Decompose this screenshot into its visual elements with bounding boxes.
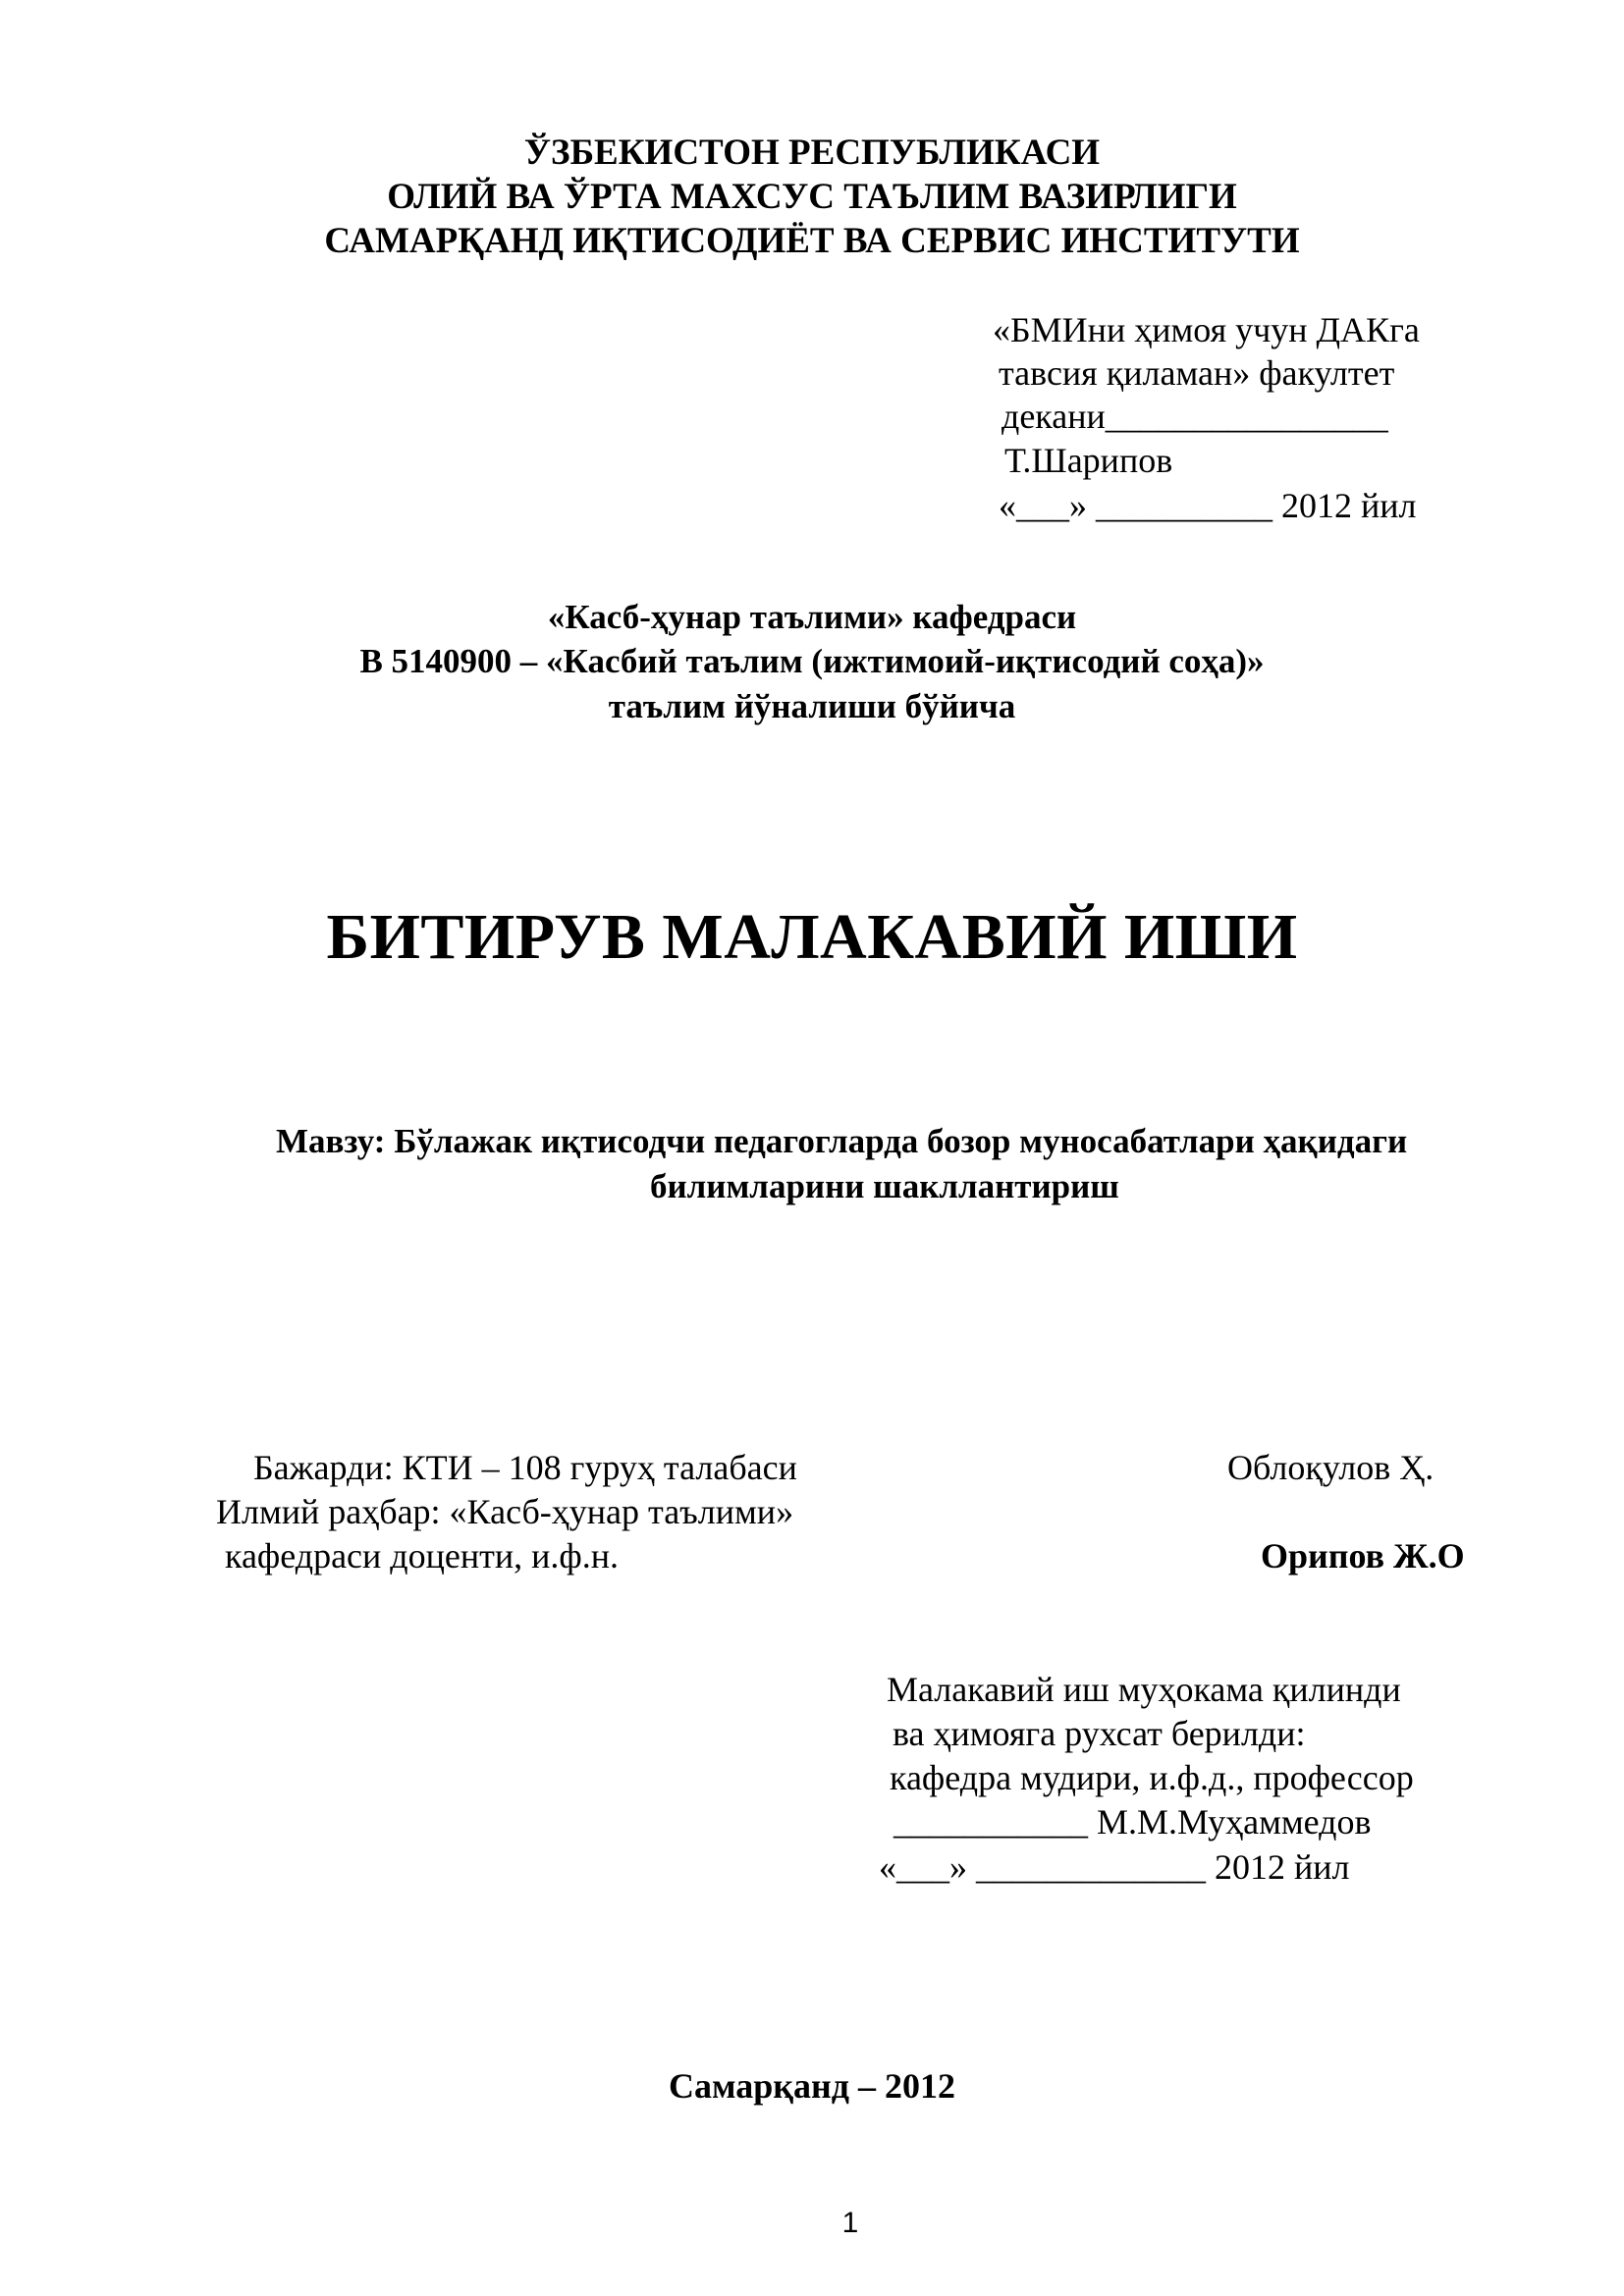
dean-approval-line-1: «БМИни ҳимоя учун ДАКга	[993, 310, 1420, 349]
ministry-header-line-1: ЎЗБЕКИСТОН РЕСПУБЛИКАСИ	[523, 133, 1101, 173]
city-year: Самарқанд – 2012	[669, 2066, 955, 2106]
performed-by-name: Облоқулов Ҳ.	[1227, 1448, 1435, 1487]
dean-approval-line-2: тавсия қиламан» факултет	[999, 353, 1395, 393]
ministry-header-line-3: САМАРҚАНД ИҚТИСОДИЁТ ВА СЕРВИС ИНСТИТУТИ	[324, 221, 1300, 261]
page-number: 1	[841, 2207, 859, 2239]
dean-approval-line-5: «___» __________ 2012 йил	[999, 486, 1417, 525]
ministry-header-line-2: ОЛИЙ ВА ЎРТА МАХСУС ТАЪЛИМ ВАЗИРЛИГИ	[387, 177, 1237, 217]
department-line-3: таълим йўналиши бўйича	[608, 687, 1016, 725]
defense-approval-line-1: Малакавий иш муҳокама қилинди	[887, 1670, 1401, 1709]
document-title: БИТИРУВ МАЛАКАВИЙ ИШИ	[326, 901, 1298, 973]
defense-approval-line-2: ва ҳимояга рухсат берилди:	[893, 1714, 1306, 1753]
performed-by-label: Бажарди: КТИ – 108 гуруҳ талабаси	[253, 1448, 797, 1487]
supervisor-label-line-2: кафедраси доценти, и.ф.н.	[225, 1536, 619, 1575]
supervisor-name: Орипов Ж.О	[1261, 1536, 1465, 1575]
supervisor-label-line-1: Илмий раҳбар: «Касб-ҳунар таълими»	[216, 1492, 794, 1531]
department-line-2: В 5140900 – «Касбий таълим (ижтимоий-иқтисодий соҳа)»	[359, 642, 1265, 680]
defense-approval-line-3: кафедра мудири, и.ф.д., профессор	[890, 1758, 1414, 1797]
defense-approval-line-5: «___» _____________ 2012 йил	[879, 1847, 1350, 1887]
department-line-1: «Касб-ҳунар таълими» кафедраси	[547, 598, 1077, 636]
dean-approval-line-4: Т.Шарипов	[1004, 441, 1173, 480]
dean-approval-line-3: декани________________	[1001, 397, 1388, 436]
defense-approval-line-4: ___________ М.М.Муҳаммедов	[893, 1802, 1372, 1842]
topic-line-2: билимларини шакллантириш	[650, 1167, 1119, 1205]
topic-line-1: Мавзу: Бўлажак иқтисодчи педагогларда бозор муносабатлари ҳақидаги	[276, 1122, 1408, 1160]
